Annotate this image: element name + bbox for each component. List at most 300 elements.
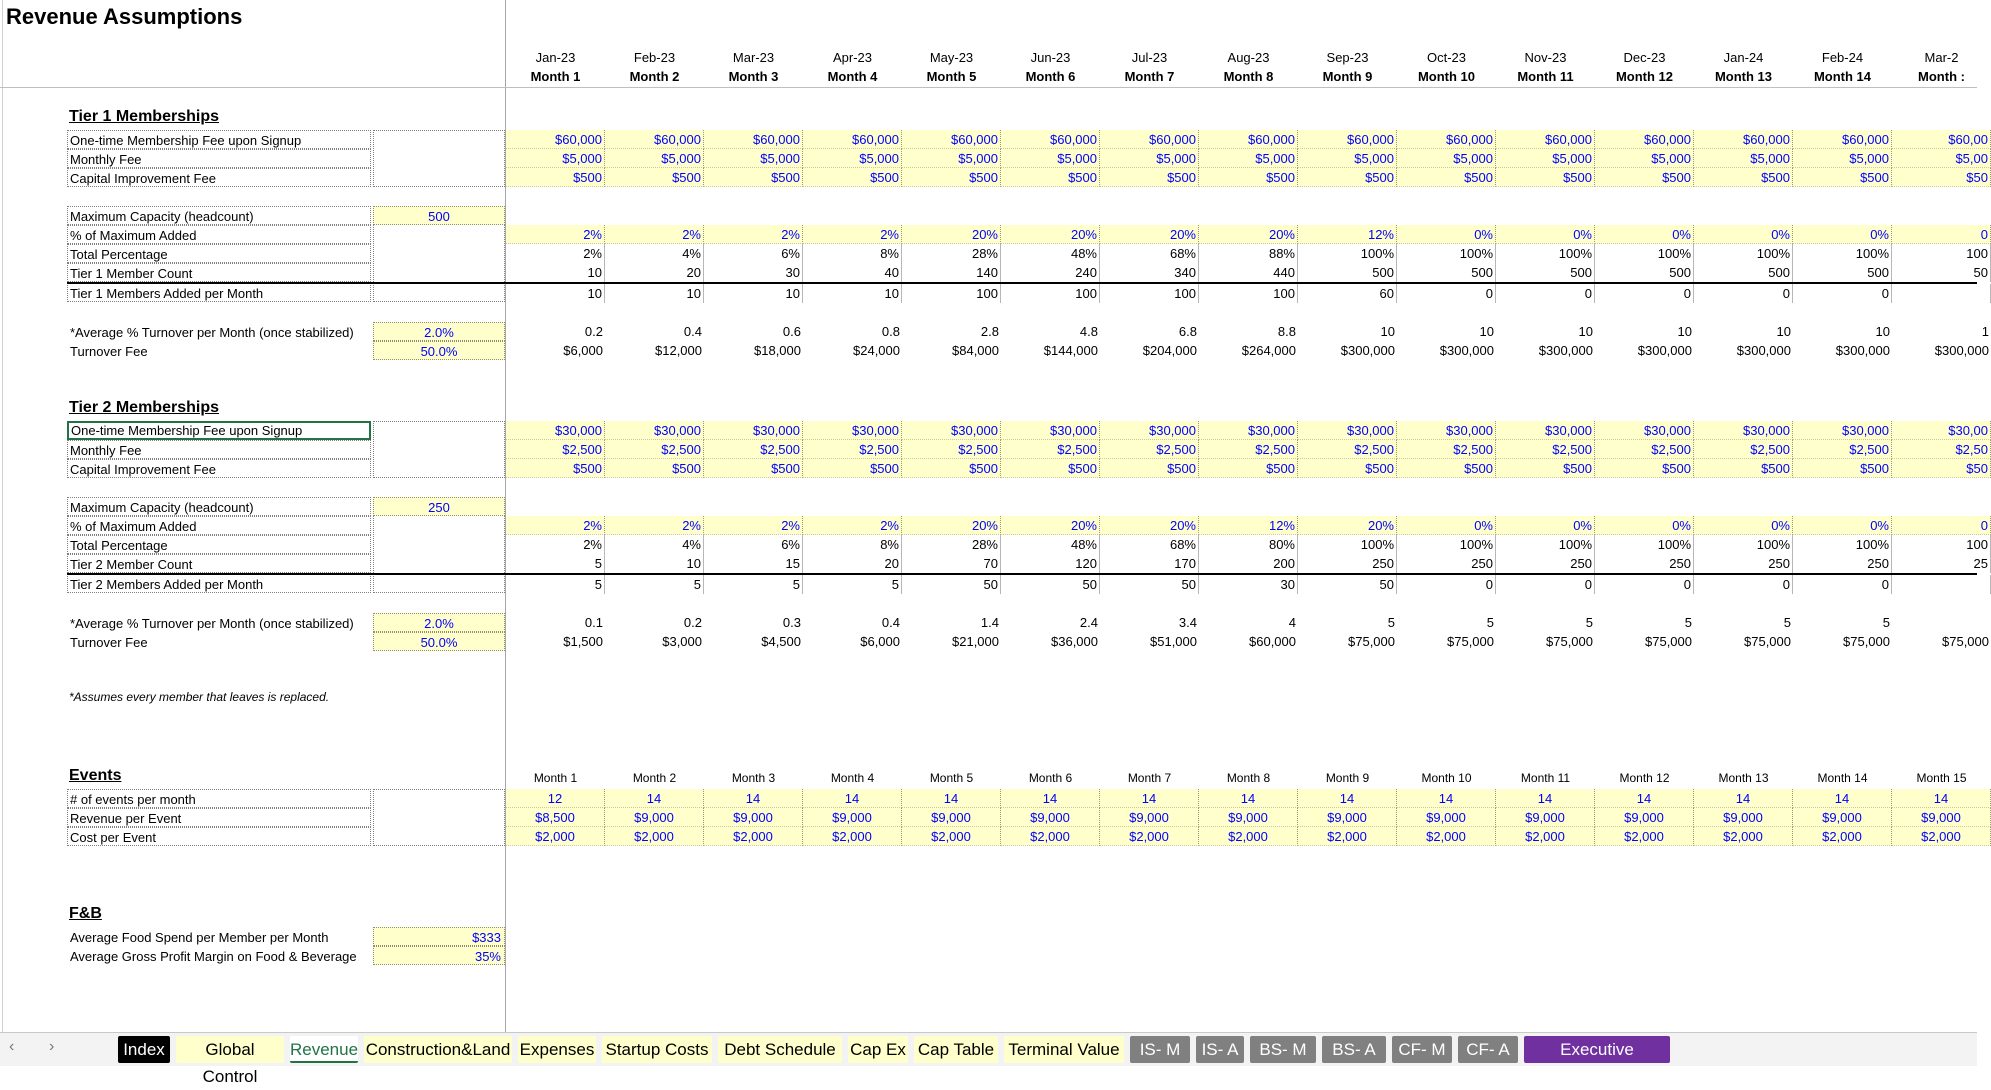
data-cell[interactable]: 0% bbox=[1694, 516, 1793, 535]
data-cell[interactable]: 10 bbox=[1578, 324, 1593, 339]
data-cell[interactable]: $2,000 bbox=[1100, 827, 1199, 846]
data-cell[interactable]: 20 bbox=[605, 263, 704, 282]
data-cell[interactable]: 500 bbox=[1496, 263, 1595, 282]
data-cell[interactable]: $30,000 bbox=[704, 421, 803, 440]
data-cell[interactable]: 30 bbox=[1199, 575, 1298, 594]
tab-cf-m[interactable]: CF- M bbox=[1392, 1036, 1452, 1063]
data-cell[interactable]: $5,000 bbox=[803, 149, 902, 168]
data-cell[interactable]: 440 bbox=[1199, 263, 1298, 282]
data-cell[interactable]: $2,000 bbox=[1892, 827, 1991, 846]
data-cell[interactable]: $9,000 bbox=[902, 808, 1001, 827]
data-cell[interactable]: $60,000 bbox=[1199, 130, 1298, 149]
data-cell[interactable]: 20% bbox=[1001, 516, 1100, 535]
data-cell[interactable]: $30,000 bbox=[506, 421, 605, 440]
data-cell[interactable]: 0 bbox=[1496, 575, 1595, 594]
data-cell[interactable]: 60 bbox=[1298, 284, 1397, 303]
data-cell[interactable]: 28% bbox=[902, 535, 1001, 554]
data-cell[interactable]: $5,000 bbox=[1100, 149, 1199, 168]
data-cell[interactable]: $500 bbox=[1100, 168, 1199, 187]
tab-revenue[interactable]: Revenue bbox=[290, 1036, 358, 1063]
data-cell[interactable]: $50 bbox=[1892, 459, 1991, 478]
data-cell[interactable]: 2.8 bbox=[980, 324, 999, 339]
data-cell[interactable]: $60,000 bbox=[704, 130, 803, 149]
data-cell[interactable]: $2,500 bbox=[902, 440, 1001, 459]
data-cell[interactable]: 0 bbox=[1793, 284, 1892, 303]
data-cell[interactable]: 0.3 bbox=[782, 615, 801, 630]
data-cell[interactable]: $500 bbox=[605, 459, 704, 478]
data-cell[interactable]: $60,000 bbox=[1100, 130, 1199, 149]
data-cell[interactable]: 14 bbox=[803, 789, 902, 808]
data-cell[interactable]: 2% bbox=[506, 516, 605, 535]
data-cell[interactable]: 20% bbox=[1100, 225, 1199, 244]
data-cell[interactable]: 0.1 bbox=[584, 615, 603, 630]
data-cell[interactable]: 50 bbox=[1298, 575, 1397, 594]
tier1-capacity-label[interactable]: Maximum Capacity (headcount) bbox=[67, 206, 371, 225]
data-cell[interactable]: $2,000 bbox=[902, 827, 1001, 846]
data-cell[interactable]: 50 bbox=[1001, 575, 1100, 594]
data-cell[interactable]: 8% bbox=[803, 535, 902, 554]
data-cell[interactable]: $500 bbox=[1694, 459, 1793, 478]
data-cell[interactable]: $5,000 bbox=[1199, 149, 1298, 168]
data-cell[interactable]: 0.4 bbox=[881, 615, 900, 630]
data-cell[interactable]: $75,000 bbox=[1942, 634, 1989, 649]
data-cell[interactable]: 10 bbox=[704, 284, 803, 303]
data-cell[interactable]: 100% bbox=[1595, 535, 1694, 554]
tier2-turnover-input[interactable]: 2.0% bbox=[373, 613, 505, 632]
tier1-total-pct-label[interactable]: Total Percentage bbox=[67, 244, 371, 263]
data-cell[interactable]: 100% bbox=[1298, 244, 1397, 263]
data-cell[interactable]: 14 bbox=[1199, 789, 1298, 808]
tier1-turnover-input[interactable]: 2.0% bbox=[373, 322, 505, 341]
data-cell[interactable]: 5 bbox=[1684, 615, 1692, 630]
data-cell[interactable]: $2,000 bbox=[1001, 827, 1100, 846]
data-cell[interactable]: $51,000 bbox=[1150, 634, 1197, 649]
data-cell[interactable]: 250 bbox=[1793, 554, 1892, 573]
data-cell[interactable]: $2,500 bbox=[1496, 440, 1595, 459]
data-cell[interactable]: $60,000 bbox=[1001, 130, 1100, 149]
data-cell[interactable]: $2,500 bbox=[506, 440, 605, 459]
data-cell[interactable]: 0 bbox=[1892, 225, 1991, 244]
data-cell[interactable]: $3,000 bbox=[662, 634, 702, 649]
data-cell[interactable]: 250 bbox=[1397, 554, 1496, 573]
data-cell[interactable]: 28% bbox=[902, 244, 1001, 263]
data-cell[interactable]: $500 bbox=[1397, 168, 1496, 187]
data-cell[interactable]: $500 bbox=[605, 168, 704, 187]
data-cell[interactable]: $2,000 bbox=[1496, 827, 1595, 846]
data-cell[interactable]: 30 bbox=[704, 263, 803, 282]
data-cell[interactable]: 14 bbox=[1397, 789, 1496, 808]
data-cell[interactable]: 12 bbox=[506, 789, 605, 808]
fb-food-spend-input[interactable]: $333 bbox=[373, 927, 505, 946]
data-cell[interactable]: $300,000 bbox=[1538, 343, 1593, 358]
data-cell[interactable]: $2,500 bbox=[1199, 440, 1298, 459]
data-cell[interactable]: 0% bbox=[1397, 516, 1496, 535]
data-cell[interactable]: 5 bbox=[506, 554, 605, 573]
data-cell[interactable]: 50 bbox=[1100, 575, 1199, 594]
data-cell[interactable]: $2,500 bbox=[1298, 440, 1397, 459]
data-cell[interactable]: $60,000 bbox=[902, 130, 1001, 149]
data-cell[interactable]: 8.8 bbox=[1277, 324, 1296, 339]
data-cell[interactable]: $5,000 bbox=[1595, 149, 1694, 168]
data-cell[interactable]: $9,000 bbox=[1001, 808, 1100, 827]
tier1-fee-input-blank[interactable] bbox=[373, 130, 505, 187]
data-cell[interactable]: 500 bbox=[1397, 263, 1496, 282]
data-cell[interactable]: $30,000 bbox=[1793, 421, 1892, 440]
tab-cap-ex[interactable]: Cap Ex bbox=[848, 1036, 908, 1063]
data-cell[interactable]: 5 bbox=[1387, 615, 1395, 630]
data-cell[interactable]: 14 bbox=[605, 789, 704, 808]
data-cell[interactable]: $5,000 bbox=[605, 149, 704, 168]
data-cell[interactable]: 0% bbox=[1793, 225, 1892, 244]
data-cell[interactable]: 100% bbox=[1793, 244, 1892, 263]
tab-is-m[interactable]: IS- M bbox=[1130, 1036, 1190, 1063]
data-cell[interactable]: $204,000 bbox=[1142, 343, 1197, 358]
data-cell[interactable]: 10 bbox=[1875, 324, 1890, 339]
data-cell[interactable]: 10 bbox=[803, 284, 902, 303]
data-cell[interactable]: 100% bbox=[1298, 535, 1397, 554]
data-cell[interactable]: $75,000 bbox=[1348, 634, 1395, 649]
data-cell[interactable]: $30,000 bbox=[1595, 421, 1694, 440]
data-cell[interactable]: 14 bbox=[1694, 789, 1793, 808]
data-cell[interactable]: $264,000 bbox=[1241, 343, 1296, 358]
data-cell[interactable]: 5 bbox=[1783, 615, 1791, 630]
tier2-capacity-label[interactable]: Maximum Capacity (headcount) bbox=[67, 497, 371, 516]
data-cell[interactable]: 100 bbox=[1892, 535, 1991, 554]
data-cell[interactable]: 100 bbox=[1001, 284, 1100, 303]
data-cell[interactable]: 68% bbox=[1100, 244, 1199, 263]
data-cell[interactable]: $2,500 bbox=[704, 440, 803, 459]
data-cell[interactable]: $2,000 bbox=[1199, 827, 1298, 846]
data-cell[interactable]: $2,000 bbox=[1397, 827, 1496, 846]
data-cell[interactable]: 250 bbox=[1694, 554, 1793, 573]
events-cost-label[interactable]: Cost per Event bbox=[67, 827, 371, 846]
data-cell[interactable]: $300,000 bbox=[1934, 343, 1989, 358]
data-cell[interactable]: $30,000 bbox=[1694, 421, 1793, 440]
data-cell[interactable]: $2,500 bbox=[1001, 440, 1100, 459]
data-cell[interactable]: 2% bbox=[704, 516, 803, 535]
events-revenue-label[interactable]: Revenue per Event bbox=[67, 808, 371, 827]
data-cell[interactable]: $500 bbox=[1298, 168, 1397, 187]
data-cell[interactable]: 4 bbox=[1288, 615, 1296, 630]
tier1-signup-fee-label[interactable]: One-time Membership Fee upon Signup bbox=[67, 130, 371, 149]
data-cell[interactable]: 2% bbox=[803, 225, 902, 244]
data-cell[interactable]: $5,000 bbox=[1793, 149, 1892, 168]
data-cell[interactable]: $500 bbox=[1397, 459, 1496, 478]
tab-scroll-right-icon[interactable]: › bbox=[49, 1038, 55, 1055]
data-cell[interactable]: 2.4 bbox=[1079, 615, 1098, 630]
data-cell[interactable]: 500 bbox=[1298, 263, 1397, 282]
tier1-turnover-fee-input[interactable]: 50.0% bbox=[373, 341, 505, 360]
data-cell[interactable]: $30,000 bbox=[605, 421, 704, 440]
data-cell[interactable]: 5 bbox=[1486, 615, 1494, 630]
data-cell[interactable]: 4% bbox=[605, 244, 704, 263]
data-cell[interactable]: $5,000 bbox=[902, 149, 1001, 168]
data-cell[interactable]: 20% bbox=[1199, 225, 1298, 244]
data-cell[interactable]: 500 bbox=[1694, 263, 1793, 282]
data-cell[interactable]: 48% bbox=[1001, 535, 1100, 554]
data-cell[interactable]: $2,500 bbox=[1595, 440, 1694, 459]
data-cell[interactable]: 0 bbox=[1397, 284, 1496, 303]
data-cell[interactable]: 500 bbox=[1793, 263, 1892, 282]
data-cell[interactable]: $300,000 bbox=[1736, 343, 1791, 358]
data-cell[interactable]: 100% bbox=[1694, 535, 1793, 554]
data-cell[interactable]: $84,000 bbox=[952, 343, 999, 358]
data-cell[interactable]: 0.4 bbox=[683, 324, 702, 339]
data-cell[interactable]: $9,000 bbox=[1199, 808, 1298, 827]
data-cell[interactable]: $2,500 bbox=[803, 440, 902, 459]
data-cell[interactable]: $30,000 bbox=[803, 421, 902, 440]
tier2-total-pct-label[interactable]: Total Percentage bbox=[67, 535, 371, 554]
data-cell[interactable]: $60,00 bbox=[1892, 130, 1991, 149]
data-cell[interactable]: 14 bbox=[1496, 789, 1595, 808]
data-cell[interactable]: $5,000 bbox=[1298, 149, 1397, 168]
data-cell[interactable]: $75,000 bbox=[1744, 634, 1791, 649]
data-cell[interactable]: 15 bbox=[704, 554, 803, 573]
data-cell[interactable]: $2,000 bbox=[1595, 827, 1694, 846]
data-cell[interactable]: $300,000 bbox=[1340, 343, 1395, 358]
data-cell[interactable]: $500 bbox=[1793, 459, 1892, 478]
tab-bs-m[interactable]: BS- M bbox=[1250, 1036, 1316, 1063]
data-cell[interactable]: 2% bbox=[605, 225, 704, 244]
data-cell[interactable]: 0.8 bbox=[881, 324, 900, 339]
data-cell[interactable]: $9,000 bbox=[704, 808, 803, 827]
data-cell[interactable]: 120 bbox=[1001, 554, 1100, 573]
data-cell[interactable]: 10 bbox=[1776, 324, 1791, 339]
data-cell[interactable]: $500 bbox=[1496, 168, 1595, 187]
data-cell[interactable]: 0 bbox=[1694, 284, 1793, 303]
tab-cf-a[interactable]: CF- A bbox=[1458, 1036, 1518, 1063]
tab-global-control[interactable]: Global Control bbox=[176, 1036, 284, 1063]
data-cell[interactable]: $5,000 bbox=[506, 149, 605, 168]
data-cell[interactable]: $9,000 bbox=[1496, 808, 1595, 827]
data-cell[interactable]: 14 bbox=[902, 789, 1001, 808]
data-cell[interactable]: 100 bbox=[1199, 284, 1298, 303]
data-cell[interactable]: 10 bbox=[1677, 324, 1692, 339]
tier1-count-label[interactable]: Tier 1 Member Count bbox=[67, 263, 371, 282]
data-cell[interactable]: 0% bbox=[1595, 516, 1694, 535]
data-cell[interactable]: 10 bbox=[605, 284, 704, 303]
data-cell[interactable]: $9,000 bbox=[1595, 808, 1694, 827]
data-cell[interactable]: $60,000 bbox=[803, 130, 902, 149]
data-cell[interactable]: $5,000 bbox=[1001, 149, 1100, 168]
data-cell[interactable]: $2,500 bbox=[1100, 440, 1199, 459]
data-cell[interactable]: $500 bbox=[1001, 459, 1100, 478]
tier2-stats-input-blank[interactable] bbox=[373, 516, 505, 593]
data-cell[interactable]: $500 bbox=[1001, 168, 1100, 187]
data-cell[interactable]: 10 bbox=[1380, 324, 1395, 339]
data-cell[interactable]: $8,500 bbox=[506, 808, 605, 827]
data-cell[interactable]: $75,000 bbox=[1447, 634, 1494, 649]
data-cell[interactable]: 6.8 bbox=[1178, 324, 1197, 339]
data-cell[interactable]: 0% bbox=[1397, 225, 1496, 244]
data-cell[interactable]: 20 bbox=[803, 554, 902, 573]
data-cell[interactable]: $30,000 bbox=[1001, 421, 1100, 440]
data-cell[interactable]: $4,500 bbox=[761, 634, 801, 649]
data-cell[interactable]: 340 bbox=[1100, 263, 1199, 282]
data-cell[interactable]: $500 bbox=[902, 168, 1001, 187]
data-cell[interactable]: $30,000 bbox=[902, 421, 1001, 440]
data-cell[interactable]: $1,500 bbox=[563, 634, 603, 649]
data-cell[interactable]: 20% bbox=[902, 225, 1001, 244]
data-cell[interactable]: $60,000 bbox=[1298, 130, 1397, 149]
data-cell[interactable]: $9,000 bbox=[1793, 808, 1892, 827]
data-cell[interactable]: $60,000 bbox=[506, 130, 605, 149]
data-cell[interactable]: 100 bbox=[902, 284, 1001, 303]
data-cell[interactable]: 240 bbox=[1001, 263, 1100, 282]
data-cell[interactable]: 500 bbox=[1595, 263, 1694, 282]
tier1-monthly-fee-label[interactable]: Monthly Fee bbox=[67, 149, 371, 168]
data-cell[interactable]: 5 bbox=[1585, 615, 1593, 630]
data-cell[interactable]: 1.4 bbox=[980, 615, 999, 630]
data-cell[interactable]: $500 bbox=[1595, 168, 1694, 187]
data-cell[interactable]: 25 bbox=[1892, 554, 1991, 573]
tier2-capacity-input[interactable]: 250 bbox=[373, 497, 505, 516]
data-cell[interactable]: 0 bbox=[1595, 575, 1694, 594]
data-cell[interactable]: 4% bbox=[605, 535, 704, 554]
data-cell[interactable]: 10 bbox=[1479, 324, 1494, 339]
data-cell[interactable]: 6% bbox=[704, 535, 803, 554]
data-cell[interactable]: 40 bbox=[803, 263, 902, 282]
data-cell[interactable]: $500 bbox=[704, 168, 803, 187]
data-cell[interactable]: $6,000 bbox=[563, 343, 603, 358]
data-cell[interactable]: $2,500 bbox=[1793, 440, 1892, 459]
data-cell[interactable]: $144,000 bbox=[1043, 343, 1098, 358]
data-cell[interactable]: $9,000 bbox=[605, 808, 704, 827]
tier1-added-label[interactable]: Tier 1 Members Added per Month bbox=[67, 283, 371, 302]
data-cell[interactable]: $21,000 bbox=[952, 634, 999, 649]
data-cell[interactable]: 100% bbox=[1793, 535, 1892, 554]
data-cell[interactable]: $60,000 bbox=[1397, 130, 1496, 149]
data-cell[interactable]: $12,000 bbox=[655, 343, 702, 358]
data-cell[interactable]: 80% bbox=[1199, 535, 1298, 554]
data-cell[interactable]: 8% bbox=[803, 244, 902, 263]
data-cell[interactable]: $30,000 bbox=[1100, 421, 1199, 440]
data-cell[interactable]: $2,000 bbox=[1793, 827, 1892, 846]
data-cell[interactable]: $9,000 bbox=[1694, 808, 1793, 827]
data-cell[interactable]: 100% bbox=[1496, 535, 1595, 554]
tier2-monthly-fee-label[interactable]: Monthly Fee bbox=[67, 440, 371, 459]
data-cell[interactable]: 0.6 bbox=[782, 324, 801, 339]
data-cell[interactable]: 100% bbox=[1595, 244, 1694, 263]
data-cell[interactable]: 6% bbox=[704, 244, 803, 263]
data-cell[interactable]: $75,000 bbox=[1546, 634, 1593, 649]
data-cell[interactable]: 140 bbox=[902, 263, 1001, 282]
data-cell[interactable]: $5,000 bbox=[1496, 149, 1595, 168]
tab-cap-table[interactable]: Cap Table bbox=[914, 1036, 998, 1063]
tier1-stats-input-blank[interactable] bbox=[373, 225, 505, 302]
data-cell[interactable]: $2,500 bbox=[1397, 440, 1496, 459]
data-cell[interactable]: $300,000 bbox=[1439, 343, 1494, 358]
data-cell[interactable]: $60,000 bbox=[1793, 130, 1892, 149]
data-cell[interactable]: $2,000 bbox=[704, 827, 803, 846]
data-cell[interactable]: $500 bbox=[1694, 168, 1793, 187]
tier2-pct-added-label[interactable]: % of Maximum Added bbox=[67, 516, 371, 535]
tier2-turnover-fee-input[interactable]: 50.0% bbox=[373, 632, 505, 651]
data-cell[interactable]: 100 bbox=[1892, 244, 1991, 263]
data-cell[interactable]: 0.2 bbox=[683, 615, 702, 630]
data-cell[interactable]: $2,000 bbox=[803, 827, 902, 846]
data-cell[interactable]: 0 bbox=[1793, 575, 1892, 594]
tier1-pct-added-label[interactable]: % of Maximum Added bbox=[67, 225, 371, 244]
tab-executive-summary[interactable]: Executive Summary bbox=[1524, 1036, 1670, 1063]
data-cell[interactable]: 10 bbox=[506, 263, 605, 282]
tab-index[interactable]: Index bbox=[118, 1036, 170, 1063]
data-cell[interactable]: 2% bbox=[506, 244, 605, 263]
data-cell[interactable]: 12% bbox=[1199, 516, 1298, 535]
tab-terminal-value[interactable]: Terminal Value bbox=[1004, 1036, 1124, 1063]
data-cell[interactable]: $60,000 bbox=[605, 130, 704, 149]
data-cell[interactable]: $500 bbox=[902, 459, 1001, 478]
data-cell[interactable]: 14 bbox=[1298, 789, 1397, 808]
data-cell[interactable]: 100% bbox=[1694, 244, 1793, 263]
data-cell[interactable]: 200 bbox=[1199, 554, 1298, 573]
data-cell[interactable]: $500 bbox=[1595, 459, 1694, 478]
data-cell[interactable]: 14 bbox=[1100, 789, 1199, 808]
data-cell[interactable]: 1 bbox=[1981, 324, 1989, 339]
data-cell[interactable]: 5 bbox=[803, 575, 902, 594]
data-cell[interactable]: 0 bbox=[1694, 575, 1793, 594]
data-cell[interactable]: $5,000 bbox=[704, 149, 803, 168]
data-cell[interactable]: $60,000 bbox=[1694, 130, 1793, 149]
data-cell[interactable]: 14 bbox=[1793, 789, 1892, 808]
data-cell[interactable]: 14 bbox=[1892, 789, 1991, 808]
data-cell[interactable]: 0% bbox=[1694, 225, 1793, 244]
tab-bs-a[interactable]: BS- A bbox=[1322, 1036, 1386, 1063]
data-cell[interactable]: 250 bbox=[1298, 554, 1397, 573]
data-cell[interactable]: $2,000 bbox=[1298, 827, 1397, 846]
data-cell[interactable]: $9,000 bbox=[1298, 808, 1397, 827]
tab-startup-costs[interactable]: Startup Costs bbox=[602, 1036, 712, 1063]
data-cell[interactable]: $24,000 bbox=[853, 343, 900, 358]
data-cell[interactable]: $6,000 bbox=[860, 634, 900, 649]
tier1-capacity-input[interactable]: 500 bbox=[373, 206, 505, 225]
data-cell[interactable]: $500 bbox=[1199, 168, 1298, 187]
data-cell[interactable]: $9,000 bbox=[1397, 808, 1496, 827]
data-cell[interactable]: $2,000 bbox=[1694, 827, 1793, 846]
data-cell[interactable]: $36,000 bbox=[1051, 634, 1098, 649]
data-cell[interactable]: 88% bbox=[1199, 244, 1298, 263]
tier1-capital-fee-label[interactable]: Capital Improvement Fee bbox=[67, 168, 371, 187]
data-cell[interactable]: 0% bbox=[1595, 225, 1694, 244]
tab-scroll-left-icon[interactable]: ‹ bbox=[9, 1038, 15, 1055]
data-cell[interactable]: $2,000 bbox=[605, 827, 704, 846]
data-cell[interactable]: $2,50 bbox=[1892, 440, 1991, 459]
tier2-signup-fee-label[interactable]: One-time Membership Fee upon Signup bbox=[67, 421, 371, 440]
data-cell[interactable]: $300,000 bbox=[1637, 343, 1692, 358]
data-cell[interactable]: 250 bbox=[1595, 554, 1694, 573]
data-cell[interactable]: $500 bbox=[1496, 459, 1595, 478]
events-input-blank[interactable] bbox=[373, 789, 505, 846]
data-cell[interactable]: $9,000 bbox=[1100, 808, 1199, 827]
data-cell[interactable]: $30,00 bbox=[1892, 421, 1991, 440]
data-cell[interactable]: $2,500 bbox=[605, 440, 704, 459]
data-cell[interactable]: $5,000 bbox=[1694, 149, 1793, 168]
events-count-label[interactable]: # of events per month bbox=[67, 789, 371, 808]
data-cell[interactable]: 12% bbox=[1298, 225, 1397, 244]
data-cell[interactable]: 4.8 bbox=[1079, 324, 1098, 339]
tier2-count-label[interactable]: Tier 2 Member Count bbox=[67, 554, 371, 573]
data-cell[interactable]: 170 bbox=[1100, 554, 1199, 573]
data-cell[interactable]: 0.2 bbox=[584, 324, 603, 339]
data-cell[interactable]: 2% bbox=[506, 535, 605, 554]
data-cell[interactable]: 100% bbox=[1397, 535, 1496, 554]
data-cell[interactable]: 100 bbox=[1100, 284, 1199, 303]
data-cell[interactable]: 0% bbox=[1496, 225, 1595, 244]
data-cell[interactable]: $60,000 bbox=[1249, 634, 1296, 649]
tab-debt-schedule[interactable]: Debt Schedule bbox=[718, 1036, 842, 1063]
data-cell[interactable]: 14 bbox=[1001, 789, 1100, 808]
data-cell[interactable] bbox=[1892, 284, 1991, 303]
